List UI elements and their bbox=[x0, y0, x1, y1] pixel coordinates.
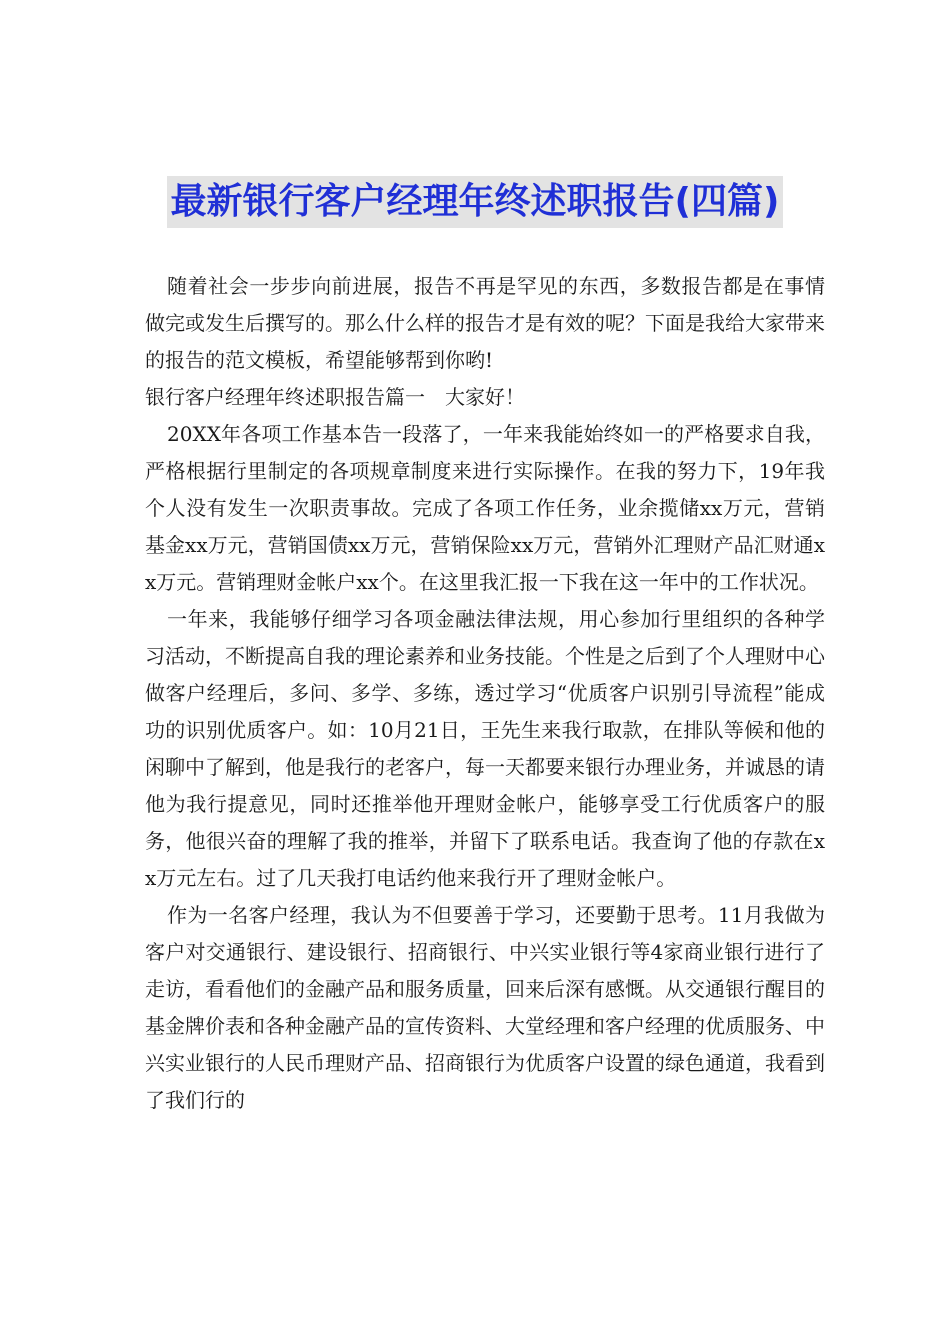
document-body bbox=[145, 268, 825, 1119]
document-title: 最新银行客户经理年终述职报告(四篇) bbox=[167, 176, 784, 228]
intro-paragraph: 随着社会一步步向前进展，报告不再是罕见的东西，多数报告都是在事情做完或发生后撰写的。那么什么样的报告才是有效的呢？下面是我给大家带来的报告的范文模板，希望能够帮到你哟! bbox=[145, 274, 825, 372]
title-container bbox=[0, 176, 950, 228]
section-heading-paragraph: 银行客户经理年终述职报告篇一 大家好！ bbox=[145, 385, 525, 409]
body-paragraph-3: 作为一名客户经理，我认为不但要善于学习，还要勤于思考。11月我做为客户对交通银行、建设银行、招商银行、中兴实业银行等4家商业银行进行了走访，看看他们的金融产品和服务质量，回来后深有感慨。从交通银行醒目的基金牌价表和各种金融产品的宣传资料、大堂经理和客户经理的优质服务、中兴实业银行的人民币理财产品、招商银行为优质客户设置的绿色通道，我看到了我们行的 bbox=[145, 903, 825, 1112]
body-paragraph-1: 20XX年各项工作基本告一段落了，一年来我能始终如一的严格要求自我，严格根据行里制定的各项规章制度来进行实际操作。在我的努力下，19年我个人没有发生一次职责事故。完成了各项工作任务，业余揽储xx万元，营销基金xx万元，营销国债xx万元，营销保险xx万元，营销外汇理财产品汇财通xx万元。营销理财金帐户xx个。在这里我汇报一下我在这一年中的工作状况。 bbox=[145, 422, 825, 594]
body-paragraph-2: 一年来，我能够仔细学习各项金融法律法规，用心参加行里组织的各种学习活动，不断提高自我的理论素养和业务技能。个性是之后到了个人理财中心做客户经理后，多问、多学、多练，透过学习“优质客户识别引导流程”能成功的识别优质客户。如：10月21日，王先生来我行取款，在排队等候和他的闲聊中了解到，他是我行的老客户，每一天都要来银行办理业务，并诚恳的请他为我行提意见，同时还推举他开理财金帐户，能够享受工行优质客户的服务，他很兴奋的理解了我的推举，并留下了联系电话。我查询了他的存款在xx万元左右。过了几天我打电话约他来我行开了理财金帐户。 bbox=[145, 607, 825, 890]
